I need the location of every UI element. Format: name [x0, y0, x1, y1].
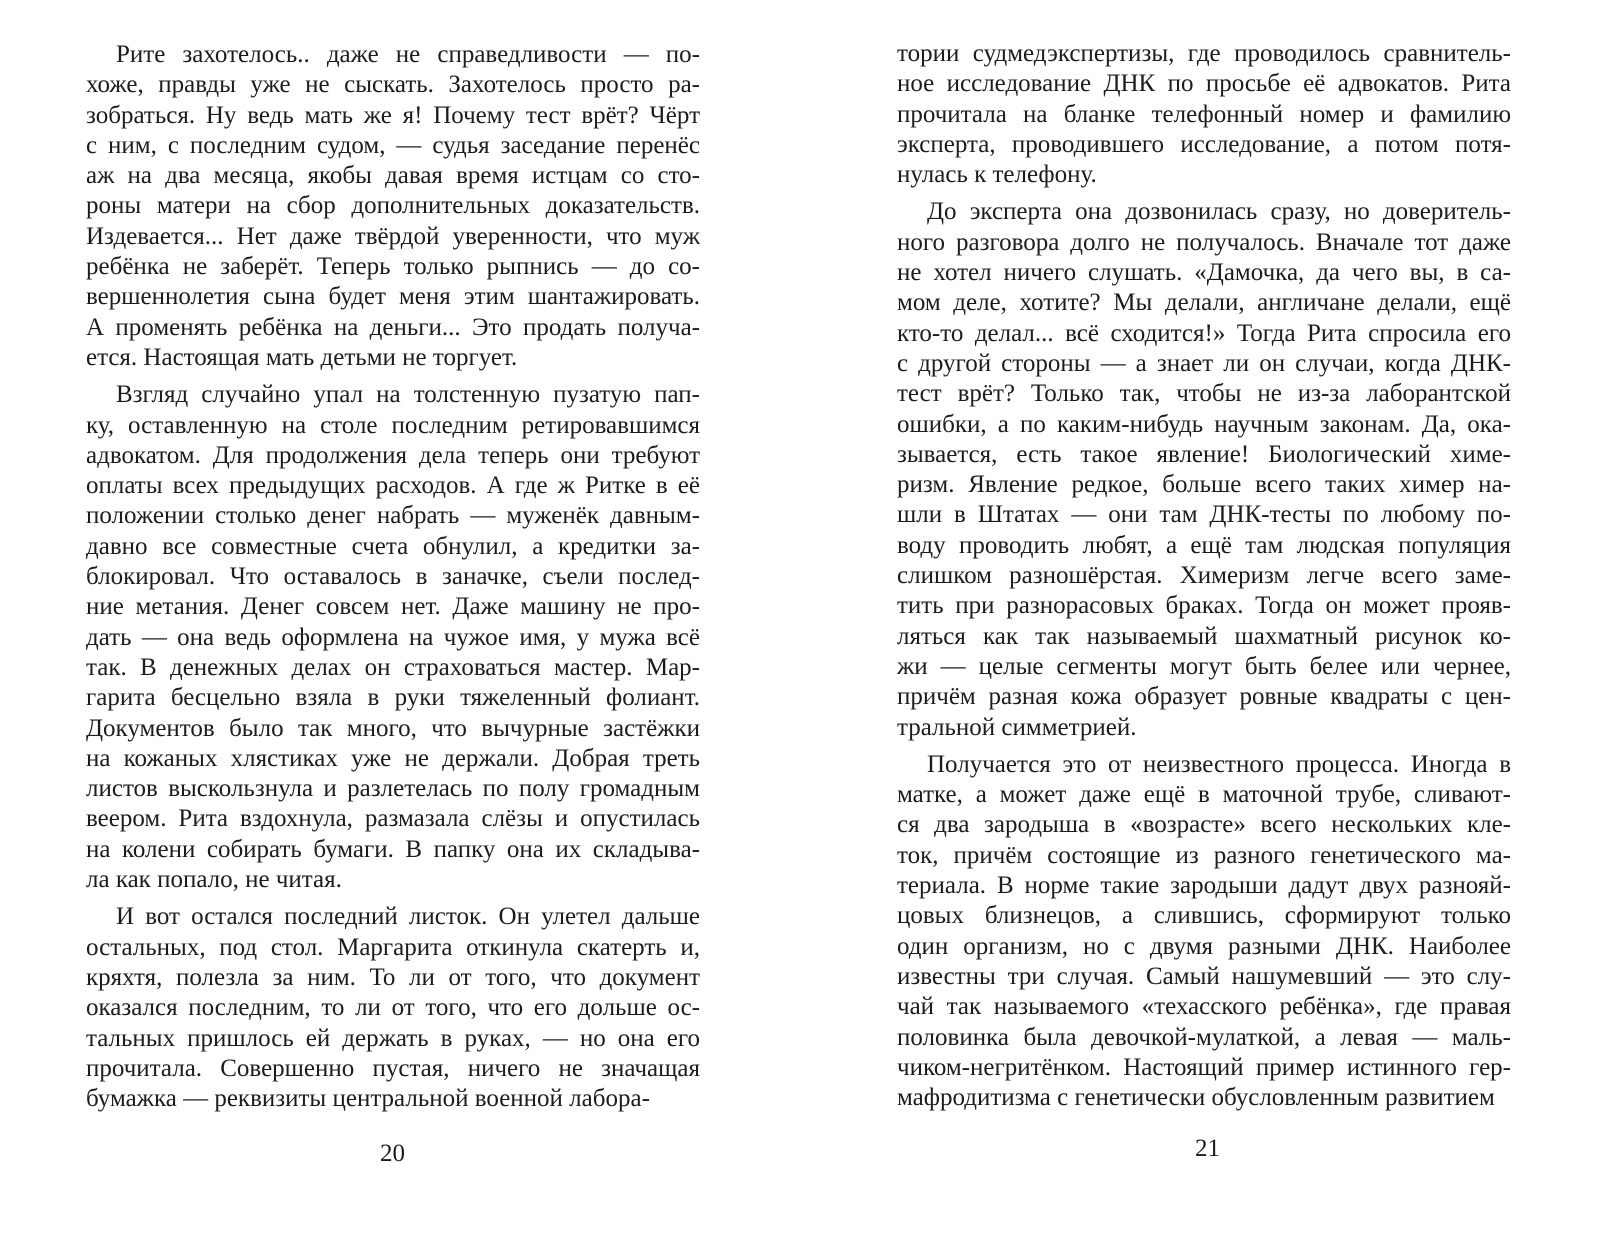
text-line: с ним, с последним судом, — судья заседание перенёс	[86, 131, 700, 159]
text-line: на колени собирать бумаги. В папку она их складыва-	[86, 835, 700, 863]
left-text-column	[86, 40, 700, 1114]
text-line: ла как попало, не читая.	[86, 866, 342, 894]
text-line: матке, а может даже ещё в маточной трубе, сливают-	[897, 781, 1511, 809]
right-page	[800, 0, 1600, 1243]
text-line: прочитала на бланке телефонный номер и фамилию	[897, 100, 1511, 128]
paragraph	[897, 39, 1511, 190]
text-line: прочитала. Совершенно пустая, ничего не значащая	[86, 1054, 700, 1082]
text-line: слишком разношёрстая. Химеризм легче всего заме-	[897, 562, 1511, 590]
text-line: чай так называемого «техасского ребёнка», где правая	[897, 993, 1511, 1021]
text-line: не хотел ничего слушать. «Дамочка, да чего вы, в са-	[897, 259, 1511, 287]
left-page-number: 20	[380, 1140, 405, 1167]
text-line: оплаты всех предыдущих расходов. А где ж Ритке в её	[86, 472, 700, 500]
text-line: оказался последним, то ли от того, что его дольше ос-	[86, 994, 700, 1022]
text-line: положении столько денег набрать — муженёк давным-	[86, 502, 700, 530]
text-line: А променять ребёнка на деньги... Это продать получа-	[86, 313, 700, 341]
text-line: гарита бесцельно взяла в руки тяжеленный фолиант.	[86, 684, 700, 712]
text-line: Получается это от неизвестного процесса. Иногда в	[927, 750, 1511, 778]
text-line: ляться как так называемый шахматный рисунок ко-	[897, 622, 1511, 650]
text-line: ку, оставленную на столе последним ретировавшимся	[86, 411, 700, 439]
text-line: Издевается... Нет даже твёрдой уверенности, что муж	[86, 222, 700, 250]
paragraph-gap	[897, 190, 1511, 197]
text-line: мом деле, хотите? Мы делали, англичане делали, ещё	[897, 289, 1511, 317]
text-line: шли в Штатах — они там ДНК-тесты по любому по-	[897, 501, 1511, 529]
paragraph-gap	[897, 743, 1511, 750]
text-line: воду проводить любят, а ещё там людская популяция	[897, 531, 1511, 559]
text-line: Рите захотелось.. даже не справедливости — по-	[116, 41, 700, 68]
text-line: нулась к телефону.	[897, 161, 1097, 189]
text-line: чиком-негритёнком. Настоящий пример истинного гер-	[897, 1053, 1511, 1081]
text-line: дать — она ведь оформлена на чужое имя, у мужа всё	[86, 623, 700, 651]
text-line: ток, причём состоящие из разного генетического ма-	[897, 841, 1511, 869]
text-line: ется. Настоящая мать детьми не торгует.	[86, 343, 518, 371]
text-line: тест врёт? Только так, чтобы не из-за лаборантской	[897, 380, 1511, 408]
text-line: Документов было так много, что вычурные застёжки	[86, 714, 700, 742]
text-line: известны три случая. Самый нашумевший — это слу-	[897, 962, 1511, 990]
paragraph	[86, 40, 700, 373]
paragraph	[86, 902, 700, 1114]
text-line: жи — целые сегменты могут быть белее или чернее,	[897, 652, 1511, 680]
text-line: хоже, правды уже не сыскать. Захотелось просто ра-	[86, 71, 700, 99]
text-line: ошибки, а по каким-нибудь научным законам. Да, ока-	[897, 410, 1511, 438]
text-line: аж на два месяца, якобы давая время истцам со сто-	[86, 162, 700, 190]
text-line: ное исследование ДНК по просьбе её адвокатов. Рита	[897, 70, 1511, 98]
text-line: тории судмедэкспертизы, где проводилось сравнитель-	[897, 40, 1511, 67]
paragraph-gap	[86, 895, 700, 902]
text-line: зобраться. Ну ведь мать же я! Почему тест врёт? Чёрт	[86, 101, 700, 129]
text-line: давно все совместные счета обнулил, а кредитки за-	[86, 532, 700, 560]
text-line: ного разговора долго не получалось. Вначале тот даже	[897, 228, 1511, 256]
text-line: ние метания. Денег совсем нет. Даже машину не про-	[86, 593, 700, 621]
text-line: кряхтя, полезла за ним. То ли от того, что документ	[86, 963, 700, 991]
text-line: адвокатом. Для продолжения дела теперь они требуют	[86, 441, 700, 469]
text-line: листов выскользнула и разлетелась по полу громадным	[86, 775, 700, 803]
paragraph	[897, 197, 1511, 742]
text-line: веером. Рита вздохнула, размазала слёзы и опустилась	[86, 805, 700, 833]
text-line: эксперта, проводившего исследование, а потом потя-	[897, 130, 1511, 158]
text-line: половинка была девочкой-мулаткой, а левая — маль-	[897, 1023, 1511, 1051]
text-line: причём разная кожа образует ровные квадраты с цен-	[897, 683, 1511, 711]
text-line: мафродитизма с генетически обусловленным развитием	[897, 1084, 1495, 1112]
text-line: цовых близнецов, а слившись, сформируют только	[897, 902, 1511, 930]
text-line: остальных, под стол. Маргарита откинула скатерть и,	[86, 933, 700, 961]
text-line: бумажка — реквизиты центральной военной лабора-	[86, 1085, 650, 1113]
text-line: тральной симметрией.	[897, 713, 1137, 741]
text-line: ризм. Явление редкое, больше всего таких химер на-	[897, 471, 1511, 499]
text-line: До эксперта она дозвонилась сразу, но доверитель-	[927, 198, 1511, 226]
text-line: И вот остался последний листок. Он улетел дальше	[116, 903, 700, 931]
right-page-number: 21	[1195, 1135, 1220, 1162]
text-line: ся два зародыша в «возрасте» всего нескольких кле-	[897, 811, 1511, 839]
text-line: один организм, но с двумя разными ДНК. Наиболее	[897, 932, 1511, 960]
text-line: с другой стороны — а знает ли он случаи, когда ДНК-	[897, 349, 1511, 377]
text-line: вершеннолетия сына будет меня этим шантажировать.	[86, 283, 700, 311]
text-line: на кожаных хлястиках уже не держали. Добрая треть	[86, 744, 700, 772]
paragraph	[86, 380, 700, 895]
text-line: блокировал. Что оставалось в заначке, съели послед-	[86, 563, 700, 591]
text-line: так. В денежных делах он страховаться мастер. Мар-	[86, 653, 700, 681]
text-line: териала. В норме такие зародыши дадут двух разнояй-	[897, 872, 1511, 900]
paragraph-gap	[86, 373, 700, 380]
text-line: зывается, есть такое явление! Биологический химе-	[897, 440, 1511, 468]
right-text-column	[897, 39, 1511, 1113]
text-line: кто-то делал... всё сходится!» Тогда Рита спросила его	[897, 319, 1511, 347]
paragraph	[897, 750, 1511, 1114]
text-line: тальных пришлось ей держать в руках, — но она его	[86, 1024, 700, 1052]
text-line: Взгляд случайно упал на толстенную пузатую пап-	[116, 381, 700, 409]
text-line: ребёнка не заберёт. Теперь только рыпнись — до со-	[86, 253, 700, 281]
text-line: роны матери на сбор дополнительных доказательств.	[86, 192, 700, 220]
text-line: тить при разнорасовых браках. Тогда он может прояв-	[897, 592, 1511, 620]
